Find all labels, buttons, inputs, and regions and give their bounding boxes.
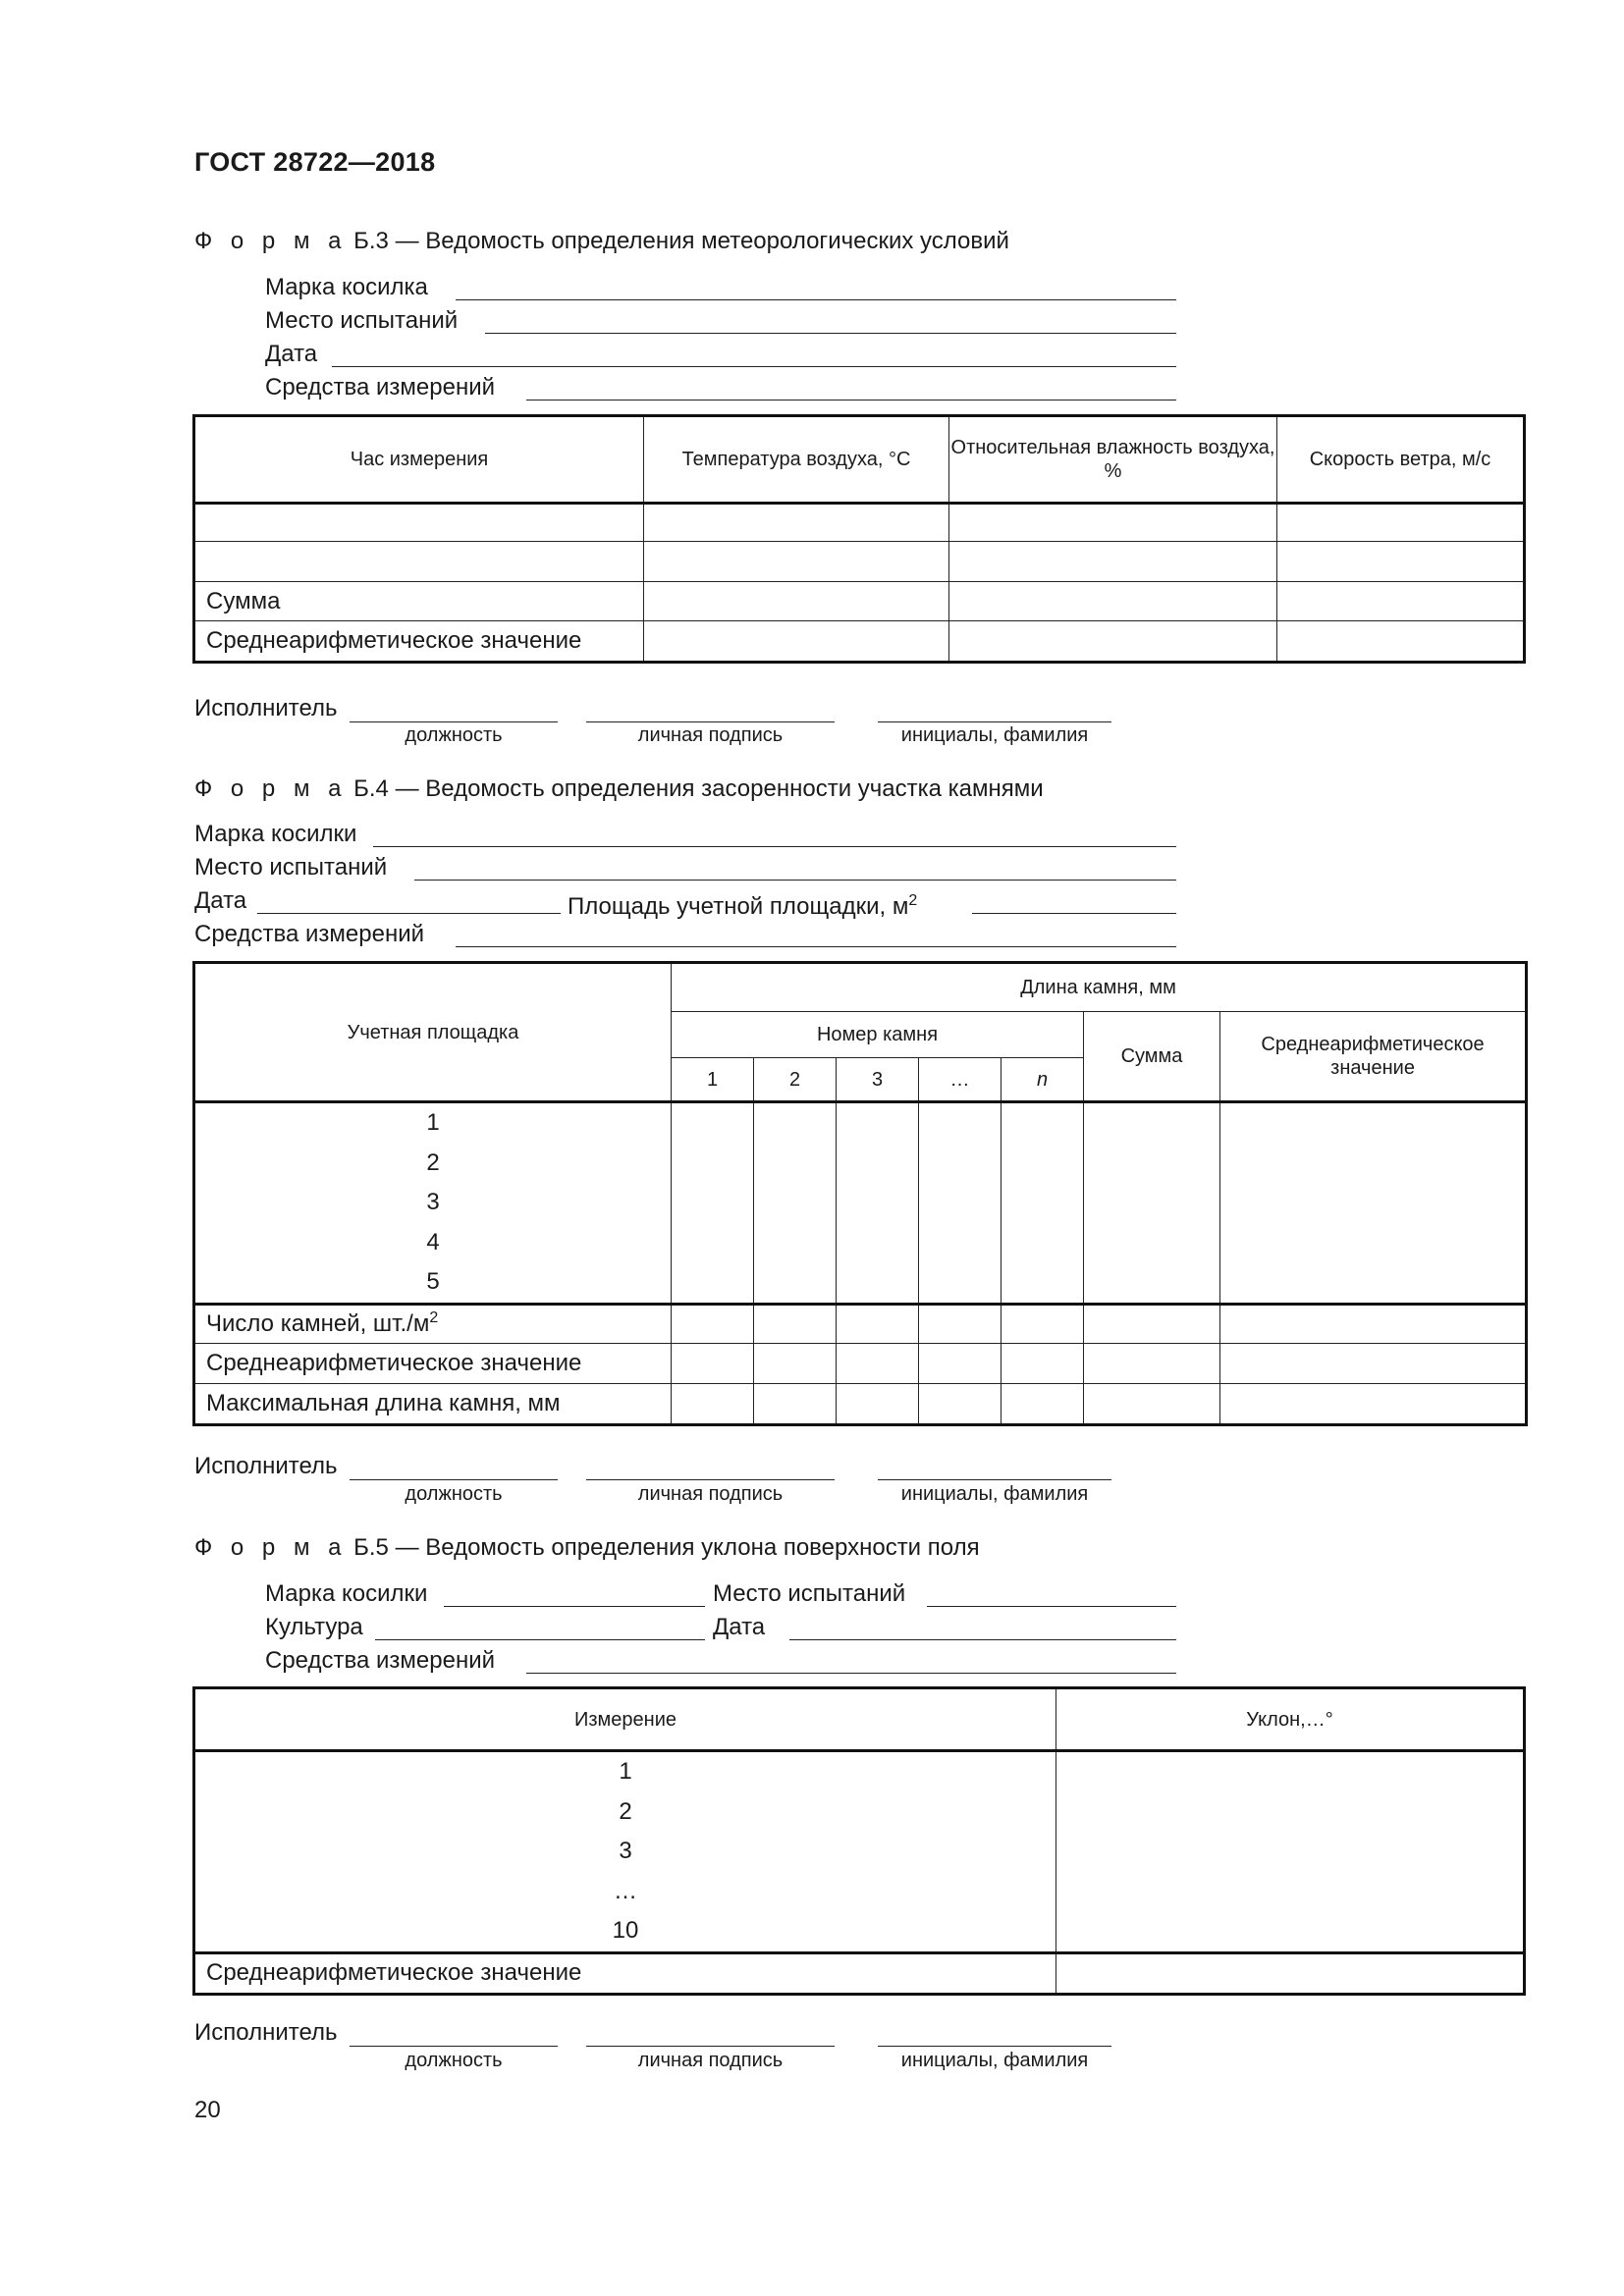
header-slope: Уклон,…°	[1056, 1689, 1524, 1751]
table-cell[interactable]	[1220, 1343, 1526, 1383]
table-cell[interactable]	[949, 621, 1277, 662]
header-stone-col-2: 2	[754, 1058, 837, 1102]
table-cell[interactable]	[1001, 1304, 1084, 1343]
form-b3-executor-name-line[interactable]	[878, 721, 1111, 722]
header-stone-col-1: 1	[672, 1058, 754, 1102]
header-wind-speed: Скорость ветра, м/с	[1277, 417, 1524, 504]
form-b4-executor-label: Исполнитель	[194, 1453, 338, 1479]
form-b5-crop-line[interactable]	[375, 1639, 705, 1640]
caption-signature: личная подпись	[637, 1483, 784, 1505]
caption-position: должность	[405, 724, 503, 746]
form-b4-mower-brand-line[interactable]	[373, 846, 1176, 847]
form-b3-executor-label: Исполнитель	[194, 695, 338, 721]
form-b5-title-text: Б.5 — Ведомость определения уклона поверхности поля	[353, 1534, 980, 1561]
form-b5-title	[194, 1534, 980, 1562]
form-b3-measuring-tools-label: Средства измерений	[265, 374, 496, 400]
form-b4-plot-area-line[interactable]	[972, 913, 1176, 914]
form-b5-date-line[interactable]	[789, 1639, 1176, 1640]
header-temperature: Температура воздуха, °С	[644, 417, 949, 504]
form-b5-executor-position-line[interactable]	[350, 2046, 558, 2047]
form-b3-date-line[interactable]	[332, 366, 1176, 367]
table-cell[interactable]	[754, 1304, 837, 1343]
form-b3-title-text: Б.3 — Ведомость определения метеорологических условий	[353, 228, 1009, 254]
form-b5-table	[194, 1688, 1524, 1994]
table-cell[interactable]	[672, 1102, 754, 1305]
header-hour: Час измерения	[195, 417, 644, 504]
row-sum-label: Сумма	[195, 582, 644, 621]
table-cell[interactable]	[837, 1304, 919, 1343]
table-cell[interactable]	[1220, 1102, 1526, 1305]
form-b5-measuring-tools-line[interactable]	[526, 1673, 1176, 1674]
table-cell[interactable]	[754, 1102, 837, 1305]
table-cell[interactable]	[1277, 621, 1524, 662]
table-cell[interactable]	[754, 1383, 837, 1423]
form-b4-measuring-tools-line[interactable]	[456, 946, 1176, 947]
header-mean: Среднеарифметическое значение	[1220, 1012, 1526, 1102]
header-stone-col-3: 3	[837, 1058, 919, 1102]
caption-name: инициалы, фамилия	[900, 2050, 1089, 2071]
caption-signature: личная подпись	[637, 724, 784, 746]
form-b5-executor-name-line[interactable]	[878, 2046, 1111, 2047]
table-cell[interactable]	[1220, 1383, 1526, 1423]
caption-signature: личная подпись	[637, 2050, 784, 2071]
row-mean-label: Среднеарифметическое значение	[195, 621, 644, 662]
row-mean-label: Среднеарифметическое значение	[195, 1343, 672, 1383]
measurement-number: 1	[619, 1758, 632, 1785]
form-b4-date-line[interactable]	[257, 913, 561, 914]
form-b4-title-text: Б.4 — Ведомость определения засоренности участка камнями	[353, 775, 1044, 802]
plot-number: 2	[426, 1148, 440, 1176]
table-cell[interactable]	[919, 1304, 1001, 1343]
form-b4-plot-area-text: Площадь учетной площадки, м	[568, 893, 909, 920]
form-b3-date-label: Дата	[265, 341, 318, 367]
plot-number: 1	[426, 1109, 440, 1136]
document-code: ГОСТ 28722—2018	[194, 147, 436, 177]
row-stone-count-text: Число камней, шт./м	[206, 1310, 430, 1337]
table-cell[interactable]	[644, 582, 949, 621]
form-b5-crop-label: Культура	[265, 1614, 363, 1640]
form-b3-mower-brand-line[interactable]	[456, 299, 1176, 300]
table-cell[interactable]	[949, 504, 1277, 542]
form-b3-test-site-label: Место испытаний	[265, 307, 459, 334]
table-cell[interactable]	[1277, 582, 1524, 621]
table-cell[interactable]	[1277, 504, 1524, 542]
form-b4-measuring-tools-label: Средства измерений	[194, 921, 425, 947]
table-cell[interactable]	[1001, 1343, 1084, 1383]
measurement-number: …	[614, 1877, 637, 1904]
table-cell[interactable]	[1056, 1952, 1524, 1993]
form-b4-test-site-label: Место испытаний	[194, 854, 388, 881]
table-cell[interactable]	[919, 1343, 1001, 1383]
form-b4-date-label: Дата	[194, 887, 247, 914]
table-cell[interactable]	[1084, 1304, 1220, 1343]
table-cell[interactable]	[644, 621, 949, 662]
table-cell[interactable]	[837, 1383, 919, 1423]
form-b3-test-site-line[interactable]	[485, 333, 1176, 334]
form-b5-test-site-label: Место испытаний	[713, 1580, 906, 1607]
form-b4-title-prefix: Ф о р м а	[194, 775, 348, 802]
form-b5-mower-brand-label: Марка косилки	[265, 1580, 428, 1607]
form-b5-executor-label: Исполнитель	[194, 2019, 338, 2046]
form-b4-plot-area-sup: 2	[908, 892, 918, 909]
table-cell[interactable]	[195, 542, 644, 582]
header-stone-col-ellipsis: …	[919, 1058, 1001, 1102]
table-cell[interactable]	[672, 1383, 754, 1423]
caption-position: должность	[405, 1483, 503, 1505]
form-b5-test-site-line[interactable]	[927, 1606, 1176, 1607]
caption-name: инициалы, фамилия	[900, 724, 1089, 746]
form-b3-table	[194, 416, 1524, 662]
table-cell[interactable]	[1084, 1343, 1220, 1383]
table-cell[interactable]	[644, 542, 949, 582]
form-b5-executor-signature-line[interactable]	[586, 2046, 835, 2047]
form-b5-date-label: Дата	[713, 1614, 766, 1640]
form-b4-executor-signature-line[interactable]	[586, 1479, 835, 1480]
table-cell[interactable]	[1277, 542, 1524, 582]
measurement-numbers	[195, 1751, 1056, 1953]
plot-number: 4	[426, 1228, 440, 1255]
form-b4-mower-brand-label: Марка косилки	[194, 821, 357, 847]
table-cell[interactable]	[1056, 1751, 1524, 1953]
plot-numbers	[195, 1102, 672, 1305]
measurement-number: 10	[612, 1917, 639, 1944]
table-cell[interactable]	[1001, 1383, 1084, 1423]
form-b4-executor-name-line[interactable]	[878, 1479, 1111, 1480]
header-measurement: Измерение	[195, 1689, 1056, 1751]
form-b3-mower-brand-label: Марка косилка	[265, 274, 428, 300]
header-stone-length: Длина камня, мм	[672, 964, 1526, 1012]
table-cell[interactable]	[644, 504, 949, 542]
header-stone-number: Номер камня	[672, 1012, 1084, 1058]
table-cell[interactable]	[919, 1383, 1001, 1423]
row-stone-count-label	[195, 1304, 672, 1343]
table-cell[interactable]	[1084, 1383, 1220, 1423]
page-number: 20	[194, 2097, 221, 2123]
table-cell[interactable]	[949, 582, 1277, 621]
table-cell[interactable]	[754, 1343, 837, 1383]
table-cell[interactable]	[949, 542, 1277, 582]
form-b4-executor-position-line[interactable]	[350, 1479, 558, 1480]
header-humidity: Относительная влажность воздуха, %	[949, 417, 1277, 504]
table-cell[interactable]	[672, 1304, 754, 1343]
header-sum: Сумма	[1084, 1012, 1220, 1102]
form-b5-measuring-tools-label: Средства измерений	[265, 1647, 496, 1674]
row-mean-label: Среднеарифметическое значение	[195, 1952, 1056, 1993]
caption-position: должность	[405, 2050, 503, 2071]
table-cell[interactable]	[672, 1343, 754, 1383]
form-b3-title	[194, 228, 1009, 255]
table-cell[interactable]	[1084, 1102, 1220, 1305]
measurement-number: 3	[619, 1838, 632, 1864]
plot-number: 5	[426, 1268, 440, 1295]
form-b3-executor-position-line[interactable]	[350, 721, 558, 722]
form-b3-title-prefix: Ф о р м а	[194, 228, 348, 254]
plot-number: 3	[426, 1189, 440, 1215]
table-cell[interactable]	[837, 1343, 919, 1383]
table-cell[interactable]	[195, 504, 644, 542]
header-stone-col-n: n	[1001, 1058, 1084, 1102]
form-b4-table	[194, 963, 1526, 1424]
row-max-length-label: Максимальная длина камня, мм	[195, 1383, 672, 1423]
table-cell[interactable]	[837, 1102, 919, 1305]
table-cell[interactable]	[919, 1102, 1001, 1305]
measurement-number: 2	[619, 1797, 632, 1825]
form-b5-mower-brand-line[interactable]	[444, 1606, 705, 1607]
form-b5-title-prefix: Ф о р м а	[194, 1534, 348, 1561]
table-cell[interactable]	[1220, 1304, 1526, 1343]
caption-name: инициалы, фамилия	[900, 1483, 1089, 1505]
form-b4-plot-area-label	[568, 886, 917, 922]
form-b3-executor-signature-line[interactable]	[586, 721, 835, 722]
header-plot: Учетная площадка	[195, 964, 672, 1102]
row-stone-count-sup: 2	[429, 1309, 439, 1326]
form-b4-title	[194, 775, 1044, 803]
form-b4-test-site-line[interactable]	[414, 880, 1176, 881]
table-cell[interactable]	[1001, 1102, 1084, 1305]
